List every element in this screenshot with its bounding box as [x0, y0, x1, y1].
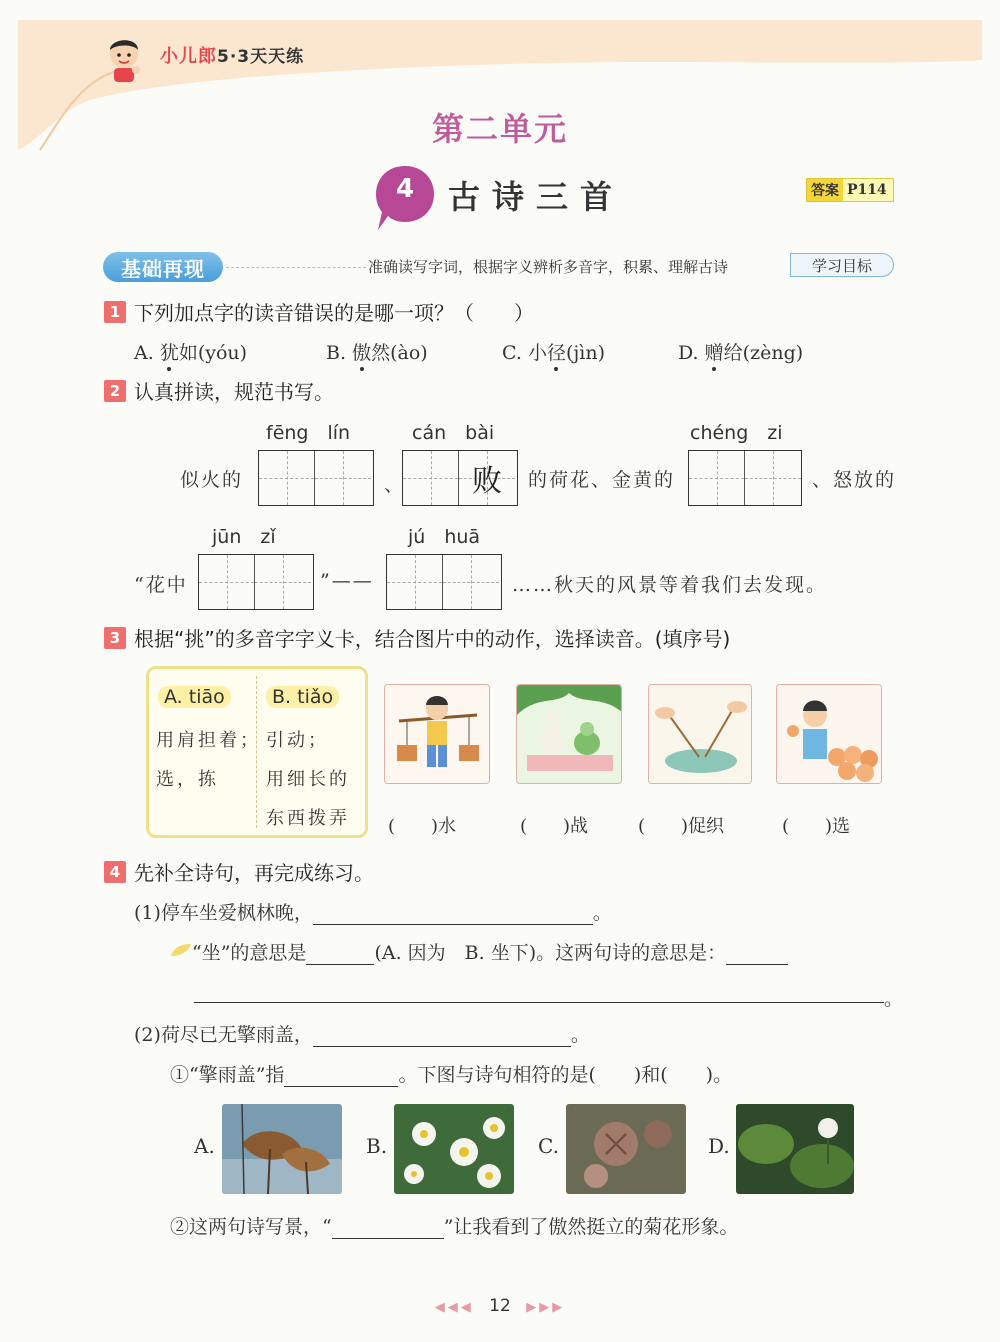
pinyin-label: fēng lín	[266, 422, 351, 444]
answer-line[interactable]	[313, 1025, 571, 1047]
page-footer	[0, 1296, 1000, 1316]
answer-page: P114	[847, 182, 887, 198]
withered-chrysanthemum-photo[interactable]	[566, 1104, 686, 1194]
boy-picking-fruit-image	[776, 684, 882, 784]
card-meaning: 东西拨弄	[266, 808, 350, 829]
question-number-3: 3	[104, 627, 126, 649]
dotted-char: 赠	[705, 338, 724, 365]
section-divider	[226, 267, 366, 268]
photo-label: A.	[194, 1134, 215, 1158]
pinyin-label: cán bài	[412, 422, 495, 444]
answer-reference-tag	[806, 178, 894, 202]
card-meaning: 引动；	[266, 730, 329, 751]
text-segment: ”——	[320, 570, 374, 592]
cricket-in-bowl-image	[648, 684, 752, 784]
sub-question-text: ”让我看到了傲然挺立的菊花形象。	[443, 1216, 739, 1238]
poem-line-2	[134, 1020, 590, 1047]
green-lotus-leaves-photo[interactable]	[736, 1104, 854, 1194]
writing-grid-chengzi[interactable]	[688, 450, 802, 506]
q1-option-b[interactable]	[326, 338, 428, 365]
q3-answer-blank[interactable]: ( )战	[520, 816, 589, 837]
option-suffix: 然(ào)	[371, 342, 428, 364]
card-meaning: 选，拣	[156, 769, 219, 790]
dotted-char: 径	[547, 338, 566, 365]
brand-series: 5·3天天练	[217, 47, 305, 67]
punctuation: 。	[592, 902, 612, 924]
question-number-2: 2	[104, 380, 126, 402]
poem-line-1	[134, 898, 612, 925]
meaning-text: “坐”的意思是	[192, 942, 307, 964]
punctuation: 。	[884, 988, 904, 1010]
white-daisies-photo[interactable]	[394, 1104, 514, 1194]
question-1-text: 下列加点字的读音错误的是哪一项？（ ）	[134, 301, 534, 325]
q3-answer-blank[interactable]: ( )选	[782, 816, 851, 837]
option-letter: A.	[134, 342, 154, 364]
brand-logo	[160, 42, 304, 68]
poem-text: (1)停车坐爱枫林晚，	[134, 902, 313, 924]
meaning-text: (A. 因为 B. 坐下)。这两句诗的意思是：	[374, 942, 727, 964]
text-segment: “花中	[134, 574, 188, 596]
question-4-text: 先补全诗句，再完成练习。	[134, 861, 374, 885]
unit-title: 第二单元	[431, 110, 568, 148]
photo-label: C.	[538, 1134, 559, 1158]
question-3-text: 根据“挑”的多音字字义卡，结合图片中的动作，选择读音。(填序号)	[134, 627, 731, 651]
lesson-title: 古诗三首	[448, 178, 625, 216]
given-character: 败	[472, 464, 502, 499]
dotted-char: 犹	[160, 338, 179, 365]
text-segment: 、怒放的	[812, 469, 897, 491]
answer-line[interactable]	[726, 943, 788, 965]
card-meaning: 用肩担着；	[156, 730, 261, 751]
text-segment: 、	[384, 474, 406, 496]
answer-line-long[interactable]	[194, 1002, 884, 1003]
card-meaning: 用细长的	[266, 769, 350, 790]
page-number: 12	[489, 1296, 511, 1316]
option-letter: B.	[326, 342, 347, 364]
pinyin-label: jūn zǐ	[212, 526, 276, 548]
withered-lotus-photo[interactable]	[222, 1104, 342, 1194]
writing-grid-junzi[interactable]	[198, 554, 314, 610]
question-number-1: 1	[104, 301, 126, 323]
writing-grid-fenglin[interactable]	[258, 450, 374, 506]
question-number-4: 4	[104, 861, 126, 883]
pinyin-label: chéng zi	[690, 422, 783, 444]
option-letter: C.	[502, 342, 522, 364]
option-suffix: (jìn)	[565, 342, 606, 364]
card-head-a: A. tiāo	[158, 686, 231, 708]
answer-line[interactable]	[332, 1217, 444, 1239]
writing-grid-canbai[interactable]	[402, 450, 518, 506]
sub-question-2	[170, 1212, 738, 1239]
meaning-question	[192, 938, 788, 965]
learning-goal-text: 准确读写字词，根据字义辨析多音字，积累、理解古诗	[368, 258, 729, 276]
answer-line[interactable]	[306, 943, 374, 965]
answer-line[interactable]	[284, 1065, 398, 1087]
rabbit-turtle-race-image	[516, 684, 622, 784]
punctuation: 。	[570, 1024, 590, 1046]
q3-answer-blank[interactable]: ( )水	[388, 816, 457, 837]
sub-question-text: ②这两句诗写景，“	[170, 1216, 332, 1238]
answer-line[interactable]	[313, 903, 593, 925]
next-arrows-icon: ▶▶▶	[526, 1300, 566, 1315]
photo-label: D.	[708, 1134, 730, 1158]
hint-leaf-icon	[170, 942, 192, 958]
text-segment: ……秋天的风景等着我们去发现。	[512, 574, 828, 596]
q1-option-c[interactable]	[502, 338, 605, 365]
boy-carrying-water-image	[384, 684, 490, 784]
pinyin-label: jú huā	[408, 526, 481, 548]
card-divider	[256, 676, 257, 828]
lesson-number: 4	[395, 174, 415, 204]
option-suffix: 如(yóu)	[178, 342, 248, 364]
card-head-b: B. tiǎo	[266, 686, 339, 708]
section-label: 基础再现	[103, 252, 223, 282]
poem-text: (2)荷尽已无擎雨盖，	[134, 1024, 313, 1046]
q1-option-a[interactable]	[134, 338, 247, 365]
q3-answer-blank[interactable]: ( )促织	[638, 816, 725, 837]
option-prefix: 小	[527, 342, 547, 364]
brand-name: 小儿郎	[160, 46, 217, 67]
option-suffix: 给(zèng)	[723, 342, 804, 364]
sub-question-text: 。下图与诗句相符的是( )和( )。	[398, 1064, 733, 1086]
boy-mascot-icon	[102, 34, 146, 84]
dotted-char: 傲	[352, 338, 371, 365]
option-letter: D.	[678, 342, 699, 364]
writing-grid-juhua[interactable]	[386, 554, 502, 610]
prev-arrows-icon: ◀◀◀	[434, 1300, 474, 1315]
text-segment: 的荷花、金黄的	[528, 469, 676, 491]
q1-option-d[interactable]	[678, 338, 803, 365]
photo-label: B.	[366, 1134, 388, 1158]
answer-label: 答案	[807, 179, 843, 201]
sub-question-1	[170, 1060, 732, 1087]
sub-question-text: ①“擎雨盖”指	[170, 1064, 285, 1086]
learning-goal-tag: 学习目标	[790, 253, 894, 277]
text-segment: 似火的	[180, 469, 244, 491]
question-2-text: 认真拼读，规范书写。	[134, 380, 334, 404]
